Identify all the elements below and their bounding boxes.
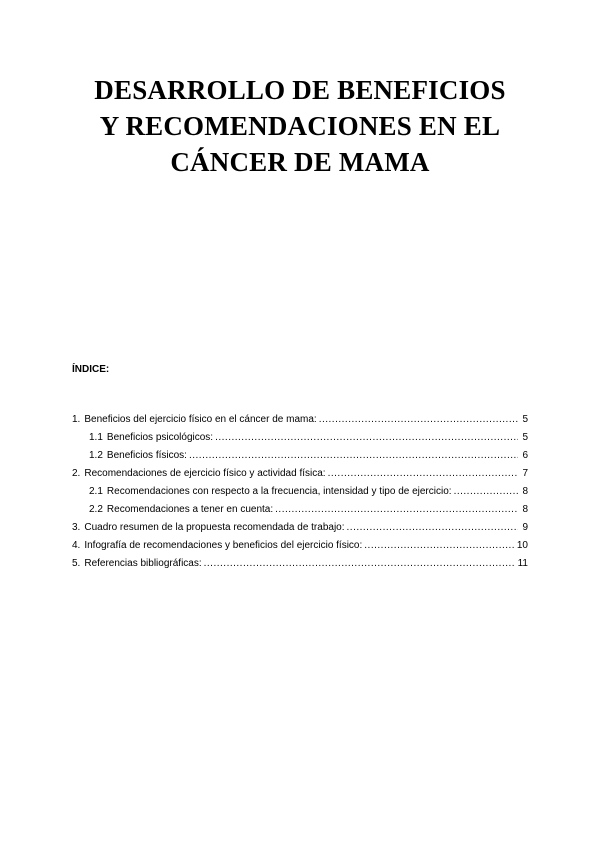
toc-entry-page: 11	[517, 558, 528, 569]
toc-entry[interactable]	[72, 429, 528, 447]
toc-entry[interactable]	[72, 555, 528, 573]
toc-entry-page: 8	[522, 504, 528, 515]
toc-entry-number: 2.1	[89, 486, 103, 497]
title-line: DESARROLLO DE BENEFICIOS	[94, 75, 506, 105]
toc-entry-number: 1.1	[89, 432, 103, 443]
toc-entry-text: Beneficios del ejercicio físico en el cáncer de mama:	[84, 414, 317, 425]
toc-entry[interactable]	[72, 519, 528, 537]
toc-entry-text: Recomendaciones de ejercicio físico y actividad física:	[84, 468, 326, 479]
toc-entry-page: 6	[522, 450, 528, 461]
toc-entry[interactable]	[72, 465, 528, 483]
toc-entry[interactable]	[72, 411, 528, 429]
index-heading: ÍNDICE:	[72, 364, 110, 375]
toc-dot-leader	[204, 555, 516, 573]
document-title	[40, 72, 560, 180]
table-of-contents	[72, 411, 528, 573]
toc-entry-page: 5	[522, 432, 528, 443]
toc-entry-text: Cuadro resumen de la propuesta recomendada de trabajo:	[84, 522, 345, 533]
toc-dot-leader	[189, 447, 518, 465]
toc-entry-text: Infografía de recomendaciones y beneficios del ejercicio físico:	[84, 540, 363, 551]
toc-dot-leader	[364, 537, 515, 555]
toc-entry-page: 9	[522, 522, 528, 533]
title-line: CÁNCER DE MAMA	[170, 147, 430, 177]
toc-entry-text: Beneficios psicológicos:	[106, 432, 214, 443]
toc-entry[interactable]	[72, 537, 528, 555]
toc-dot-leader	[215, 429, 518, 447]
toc-entry[interactable]	[72, 483, 528, 501]
toc-entry-text: Beneficios físicos:	[106, 450, 187, 461]
toc-dot-leader	[319, 411, 518, 429]
toc-entry-number: 1.	[72, 414, 81, 425]
toc-entry[interactable]	[72, 501, 528, 519]
toc-dot-leader	[454, 483, 518, 501]
toc-dot-leader	[347, 519, 518, 537]
toc-dot-leader	[275, 501, 518, 519]
toc-entry-number: 4.	[72, 540, 81, 551]
toc-dot-leader	[328, 465, 518, 483]
toc-entry-page: 8	[522, 486, 528, 497]
toc-entry-page: 7	[522, 468, 528, 479]
toc-entry-page: 5	[522, 414, 528, 425]
toc-entry-number: 2.2	[89, 504, 103, 515]
toc-entry[interactable]	[72, 447, 528, 465]
toc-entry-number: 2.	[72, 468, 81, 479]
toc-entry-text: Recomendaciones a tener en cuenta:	[106, 504, 274, 515]
toc-entry-page: 10	[516, 540, 528, 551]
title-line: Y RECOMENDACIONES EN EL	[99, 111, 501, 141]
toc-entry-number: 1.2	[89, 450, 103, 461]
toc-entry-text: Referencias bibliográficas:	[84, 558, 202, 569]
toc-entry-text: Recomendaciones con respecto a la frecuencia, intensidad y tipo de ejercicio:	[106, 486, 452, 497]
toc-entry-number: 5.	[72, 558, 81, 569]
toc-entry-number: 3.	[72, 522, 81, 533]
